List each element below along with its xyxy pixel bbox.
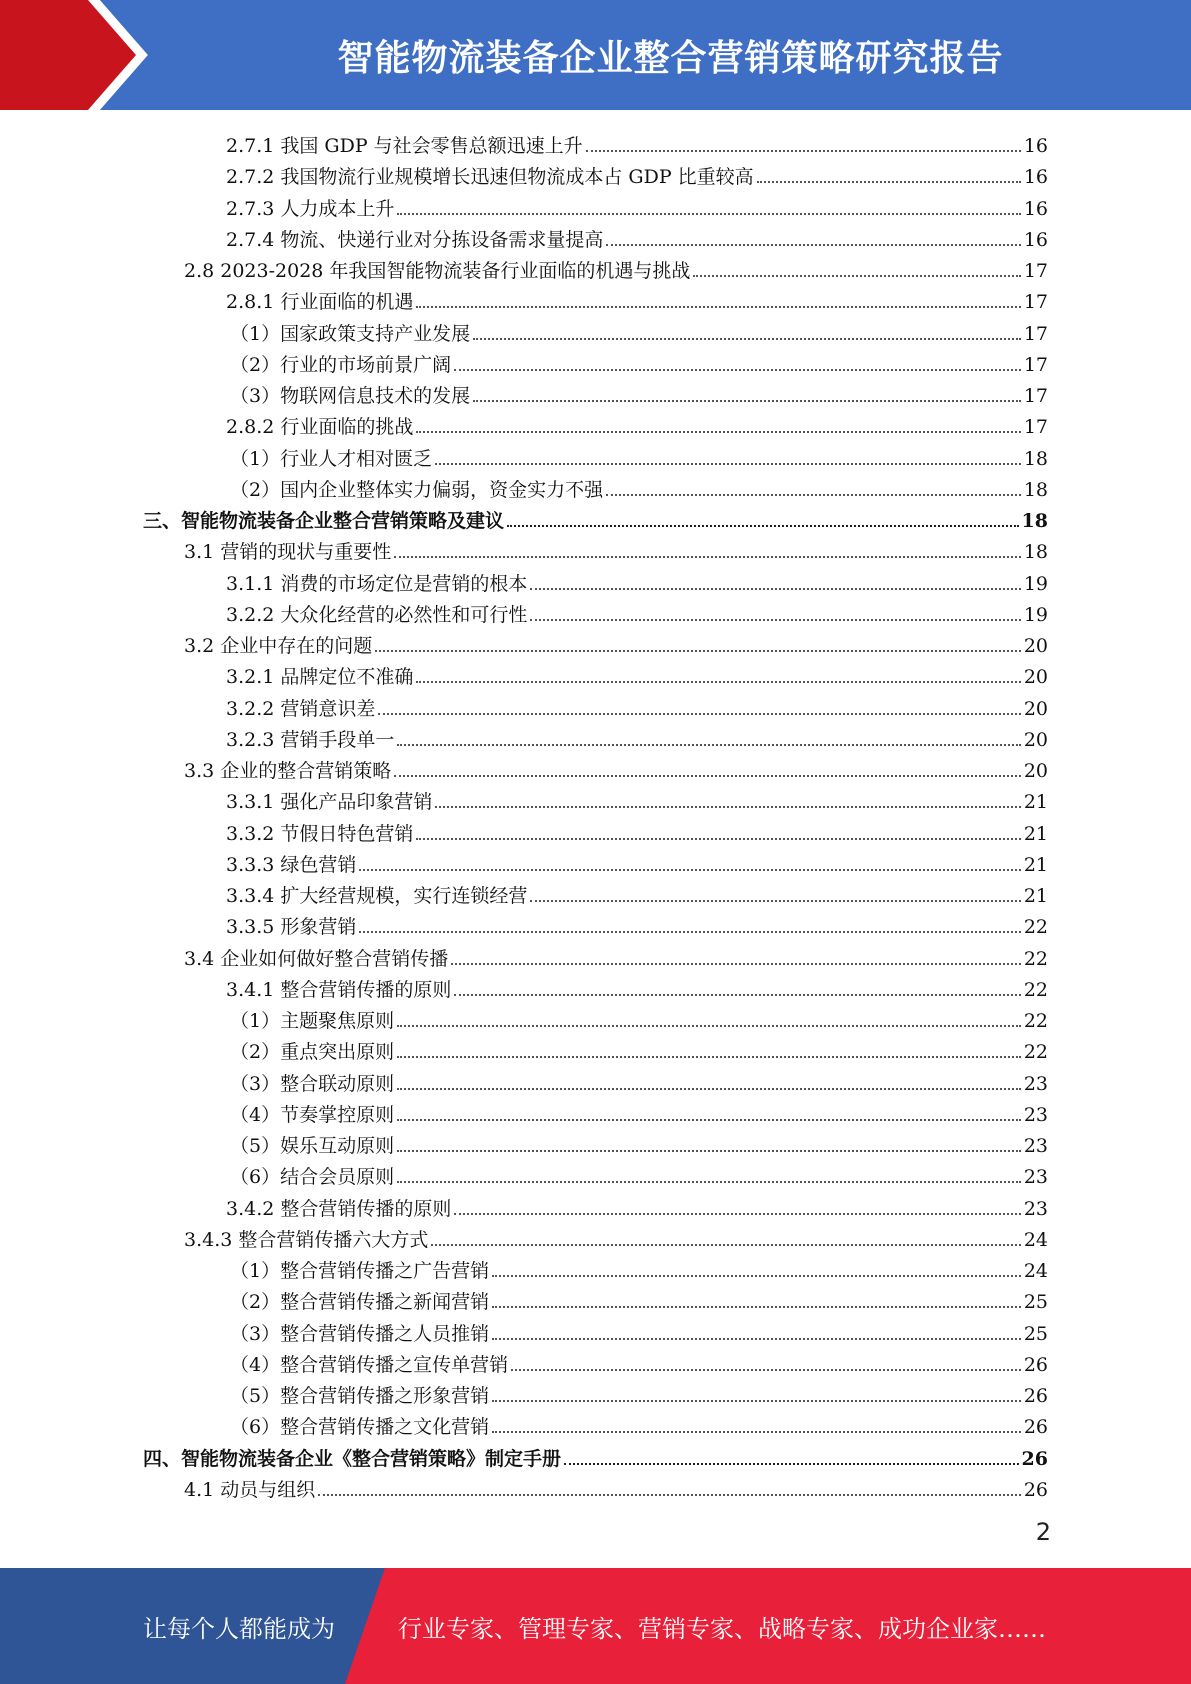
toc-leader-dots xyxy=(394,555,1021,558)
toc-entry-title: 3.2.2 营销意识差 xyxy=(226,697,376,720)
toc-entry[interactable] xyxy=(230,1315,1048,1346)
toc-entry[interactable] xyxy=(184,533,1048,564)
toc-entry-title: （3）整合联动原则 xyxy=(230,1072,395,1095)
toc-leader-dots xyxy=(416,680,1020,683)
toc-entry-page: 22 xyxy=(1023,916,1048,939)
toc-leader-dots xyxy=(511,1368,1021,1371)
toc-entry-title: （4）整合营销传播之宣传单营销 xyxy=(230,1353,509,1376)
toc-entry[interactable] xyxy=(226,815,1048,846)
toc-entry-page: 23 xyxy=(1023,1166,1048,1189)
toc-entry-title: 2.8.1 行业面临的机遇 xyxy=(226,291,414,314)
toc-entry-page: 18 xyxy=(1021,510,1048,532)
toc-leader-dots xyxy=(530,899,1020,902)
toc-entry-title: 3.2.3 营销手段单一 xyxy=(226,728,395,751)
toc-entry-title: （5）娱乐互动原则 xyxy=(230,1135,395,1157)
toc-leader-dots xyxy=(375,649,1021,652)
toc-entry[interactable] xyxy=(230,440,1048,471)
toc-entry-title: 3.4.1 整合营销传播的原则 xyxy=(226,978,452,1001)
toc-entry[interactable] xyxy=(226,1190,1048,1221)
toc-entry-page: 26 xyxy=(1021,1447,1048,1470)
toc-entry[interactable] xyxy=(226,158,1048,189)
toc-entry[interactable] xyxy=(230,1002,1048,1033)
toc-leader-dots xyxy=(492,1399,1021,1402)
toc-entry[interactable] xyxy=(226,690,1048,721)
toc-entry[interactable] xyxy=(230,1096,1048,1127)
toc-leader-dots xyxy=(507,524,1019,527)
toc-leader-dots xyxy=(359,930,1020,933)
toc-leader-dots xyxy=(435,462,1021,465)
toc-entry-title: 2.7.1 我国 GDP 与社会零售总额迅速上升 xyxy=(226,135,583,157)
toc-entry-page: 24 xyxy=(1023,1260,1048,1282)
toc-entry-page: 26 xyxy=(1023,1385,1048,1407)
toc-entry-title: （6）结合会员原则 xyxy=(230,1166,395,1189)
toc-entry-page: 20 xyxy=(1023,666,1048,689)
toc-entry-title: 3.3.5 形象营销 xyxy=(226,916,357,939)
toc-entry-page: 16 xyxy=(1023,228,1048,251)
toc-entry-title: （6）整合营销传播之文化营销 xyxy=(230,1416,490,1439)
toc-leader-dots xyxy=(530,587,1020,590)
toc-entry-page: 20 xyxy=(1023,728,1048,751)
document-title: 智能物流装备企业整合营销策略研究报告 xyxy=(337,37,1004,79)
toc-leader-dots xyxy=(397,212,1020,215)
toc-leader-dots xyxy=(606,493,1021,496)
page-footer xyxy=(0,1568,1191,1684)
toc-entry-title: （2）整合营销传播之新闻营销 xyxy=(230,1291,490,1314)
toc-entry[interactable] xyxy=(184,252,1048,283)
toc-leader-dots xyxy=(394,774,1021,777)
toc-entry-title: （1）主题聚焦原则 xyxy=(230,1010,395,1032)
toc-leader-dots xyxy=(693,274,1020,277)
toc-entry-page: 21 xyxy=(1023,822,1048,845)
toc-entry-page: 17 xyxy=(1023,322,1048,345)
toc-entry-title: 2.7.4 物流、快递行业对分拣设备需求量提高 xyxy=(226,228,604,251)
toc-entry-title: 2.7.3 人力成本上升 xyxy=(226,197,395,220)
toc-leader-dots xyxy=(397,1055,1021,1058)
toc-entry[interactable] xyxy=(230,1408,1048,1439)
toc-leader-dots xyxy=(454,1212,1020,1215)
toc-leader-dots xyxy=(492,1305,1021,1308)
header-arrow-icon xyxy=(0,0,160,110)
toc-entry[interactable] xyxy=(184,627,1048,658)
toc-entry[interactable] xyxy=(184,1471,1048,1502)
footer-slogan-left: 让每个人都能成为 xyxy=(143,1614,335,1643)
toc-entry-page: 17 xyxy=(1023,260,1048,282)
toc-entry[interactable] xyxy=(226,783,1048,814)
toc-entry[interactable] xyxy=(226,658,1048,689)
toc-entry-page: 18 xyxy=(1023,447,1048,470)
toc-entry-title: 3.3.1 强化产品印象营销 xyxy=(226,791,433,814)
toc-entry[interactable] xyxy=(184,1221,1048,1252)
toc-leader-dots xyxy=(586,149,1021,152)
toc-entry[interactable] xyxy=(226,971,1048,1002)
toc-entry-title: 3.3.2 节假日特色营销 xyxy=(226,822,414,845)
toc-entry[interactable] xyxy=(226,127,1048,158)
toc-entry-title: 3.2.2 大众化经营的必然性和可行性 xyxy=(226,603,528,626)
toc-entry-page: 17 xyxy=(1023,385,1048,407)
page-header xyxy=(0,0,1191,110)
toc-leader-dots xyxy=(378,712,1020,715)
toc-entry-page: 17 xyxy=(1023,291,1048,314)
toc-entry[interactable] xyxy=(230,1065,1048,1096)
toc-entry-page: 18 xyxy=(1023,478,1048,501)
toc-entry-title: 3.4.3 整合营销传播六大方式 xyxy=(184,1228,429,1251)
toc-entry-title: （4）节奏掌控原则 xyxy=(230,1103,395,1126)
toc-entry-title: 3.3.3 绿色营销 xyxy=(226,853,357,876)
toc-entry-page: 19 xyxy=(1023,572,1048,595)
toc-entry[interactable] xyxy=(230,377,1048,408)
toc-entry-title: 3.1 营销的现状与重要性 xyxy=(184,541,392,564)
toc-entry[interactable] xyxy=(226,190,1048,221)
toc-entry-title: 四、智能物流装备企业《整合营销策略》制定手册 xyxy=(143,1447,562,1470)
toc-entry-title: （5）整合营销传播之形象营销 xyxy=(230,1385,490,1407)
toc-entry-title: 3.2 企业中存在的问题 xyxy=(184,635,373,657)
toc-entry[interactable] xyxy=(226,408,1048,439)
toc-entry-page: 25 xyxy=(1023,1322,1048,1345)
toc-entry[interactable] xyxy=(226,721,1048,752)
page-number: 2 xyxy=(1035,1518,1051,1546)
toc-entry-page: 22 xyxy=(1023,947,1048,970)
toc-entry[interactable] xyxy=(230,1252,1048,1283)
toc-entry-title: （2）行业的市场前景广阔 xyxy=(230,353,452,376)
toc-leader-dots xyxy=(435,805,1020,808)
toc-entry-title: 2.7.2 我国物流行业规模增长迅速但物流成本占 GDP 比重较高 xyxy=(226,166,754,189)
toc-leader-dots xyxy=(397,1024,1021,1027)
footer-slogan-right: 行业专家、管理专家、营销专家、战略专家、成功企业家…… xyxy=(398,1614,1046,1643)
toc-leader-dots xyxy=(564,1462,1019,1465)
toc-entry[interactable] xyxy=(230,1033,1048,1064)
toc-entry-page: 17 xyxy=(1023,353,1048,376)
toc-leader-dots xyxy=(397,743,1020,746)
toc-entry-title: 2.8 2023-2028 年我国智能物流装备行业面临的机遇与挑战 xyxy=(184,260,691,282)
toc-leader-dots xyxy=(359,868,1020,871)
toc-entry[interactable] xyxy=(226,596,1048,627)
toc-entry-title: 三、智能物流装备企业整合营销策略及建议 xyxy=(143,510,505,532)
toc-entry[interactable] xyxy=(184,940,1048,971)
toc-entry-title: （1）国家政策支持产业发展 xyxy=(230,322,471,345)
toc-entry-page: 23 xyxy=(1023,1072,1048,1095)
toc-entry-title: 4.1 动员与组织 xyxy=(184,1478,316,1501)
toc-entry[interactable] xyxy=(226,283,1048,314)
toc-entry[interactable] xyxy=(184,752,1048,783)
toc-entry-page: 21 xyxy=(1023,885,1048,907)
toc-entry[interactable] xyxy=(230,1346,1048,1377)
toc-entry-title: 2.8.2 行业面临的挑战 xyxy=(226,416,414,439)
toc-entry-title: （2）国内企业整体实力偏弱，资金实力不强 xyxy=(230,478,604,501)
toc-leader-dots xyxy=(606,243,1020,246)
toc-entry-page: 22 xyxy=(1023,1010,1048,1032)
toc-entry[interactable] xyxy=(230,315,1048,346)
toc-leader-dots xyxy=(397,1149,1021,1152)
toc-leader-dots xyxy=(492,1274,1021,1277)
toc-entry-page: 20 xyxy=(1023,760,1048,782)
toc-leader-dots xyxy=(530,618,1020,621)
toc-entry[interactable] xyxy=(230,1377,1048,1408)
toc-entry-page: 16 xyxy=(1023,197,1048,220)
toc-entry-title: （2）重点突出原则 xyxy=(230,1041,395,1064)
toc-leader-dots xyxy=(454,368,1021,371)
toc-entry-page: 17 xyxy=(1023,416,1048,439)
toc-entry[interactable] xyxy=(226,908,1048,939)
toc-entry-page: 26 xyxy=(1023,1416,1048,1439)
toc-leader-dots xyxy=(451,962,1021,965)
toc-entry[interactable] xyxy=(230,1283,1048,1314)
toc-leader-dots xyxy=(397,1180,1021,1183)
toc-leader-dots xyxy=(473,399,1021,402)
toc-entry-page: 22 xyxy=(1023,978,1048,1001)
toc-entry-page: 21 xyxy=(1023,791,1048,814)
toc-entry[interactable] xyxy=(230,471,1048,502)
toc-leader-dots xyxy=(454,993,1020,996)
toc-entry-title: （1）行业人才相对匮乏 xyxy=(230,447,433,470)
toc-entry-title: （3）物联网信息技术的发展 xyxy=(230,385,471,407)
toc-entry-page: 23 xyxy=(1023,1197,1048,1220)
toc-leader-dots xyxy=(473,337,1021,340)
toc-entry-page: 24 xyxy=(1023,1228,1048,1251)
toc-entry-title: 3.1.1 消费的市场定位是营销的根本 xyxy=(226,572,528,595)
toc-entry-page: 26 xyxy=(1023,1478,1048,1501)
toc-entry[interactable] xyxy=(226,565,1048,596)
toc-entry-page: 18 xyxy=(1023,541,1048,564)
toc-leader-dots xyxy=(757,180,1021,183)
toc-leader-dots xyxy=(416,837,1020,840)
toc-entry-page: 22 xyxy=(1023,1041,1048,1064)
toc-entry-title: 3.4 企业如何做好整合营销传播 xyxy=(184,947,449,970)
toc-leader-dots xyxy=(416,430,1020,433)
toc-entry-page: 23 xyxy=(1023,1103,1048,1126)
toc-entry[interactable] xyxy=(143,1440,1048,1471)
toc-entry-page: 23 xyxy=(1023,1135,1048,1157)
toc-entry[interactable] xyxy=(226,221,1048,252)
toc-leader-dots xyxy=(397,1087,1021,1090)
toc-entry-title: 3.3 企业的整合营销策略 xyxy=(184,760,392,782)
toc-leader-dots xyxy=(318,1493,1021,1496)
toc-entry-page: 25 xyxy=(1023,1291,1048,1314)
toc-leader-dots xyxy=(431,1243,1020,1246)
toc-entry-page: 16 xyxy=(1023,166,1048,189)
toc-leader-dots xyxy=(416,305,1020,308)
toc-entry-page: 21 xyxy=(1023,853,1048,876)
toc-leader-dots xyxy=(492,1430,1021,1433)
toc-entry-page: 26 xyxy=(1023,1353,1048,1376)
toc-leader-dots xyxy=(397,1118,1021,1121)
toc-entry-title: （3）整合营销传播之人员推销 xyxy=(230,1322,490,1345)
toc-entry[interactable] xyxy=(230,1127,1048,1158)
toc-entry-page: 20 xyxy=(1023,635,1048,657)
toc-entry-page: 16 xyxy=(1023,135,1048,157)
toc-leader-dots xyxy=(492,1337,1021,1340)
toc-entry[interactable] xyxy=(230,346,1048,377)
toc-entry-title: 3.2.1 品牌定位不准确 xyxy=(226,666,414,689)
toc-entry[interactable] xyxy=(143,502,1048,533)
toc-entry-title: 3.3.4 扩大经营规模，实行连锁经营 xyxy=(226,885,528,907)
toc-entry[interactable] xyxy=(226,877,1048,908)
toc-entry-page: 20 xyxy=(1023,697,1048,720)
toc-entry-page: 19 xyxy=(1023,603,1048,626)
toc-entry[interactable] xyxy=(230,1158,1048,1189)
toc-entry-title: 3.4.2 整合营销传播的原则 xyxy=(226,1197,452,1220)
toc-entry-title: （1）整合营销传播之广告营销 xyxy=(230,1260,490,1282)
toc-entry[interactable] xyxy=(226,846,1048,877)
